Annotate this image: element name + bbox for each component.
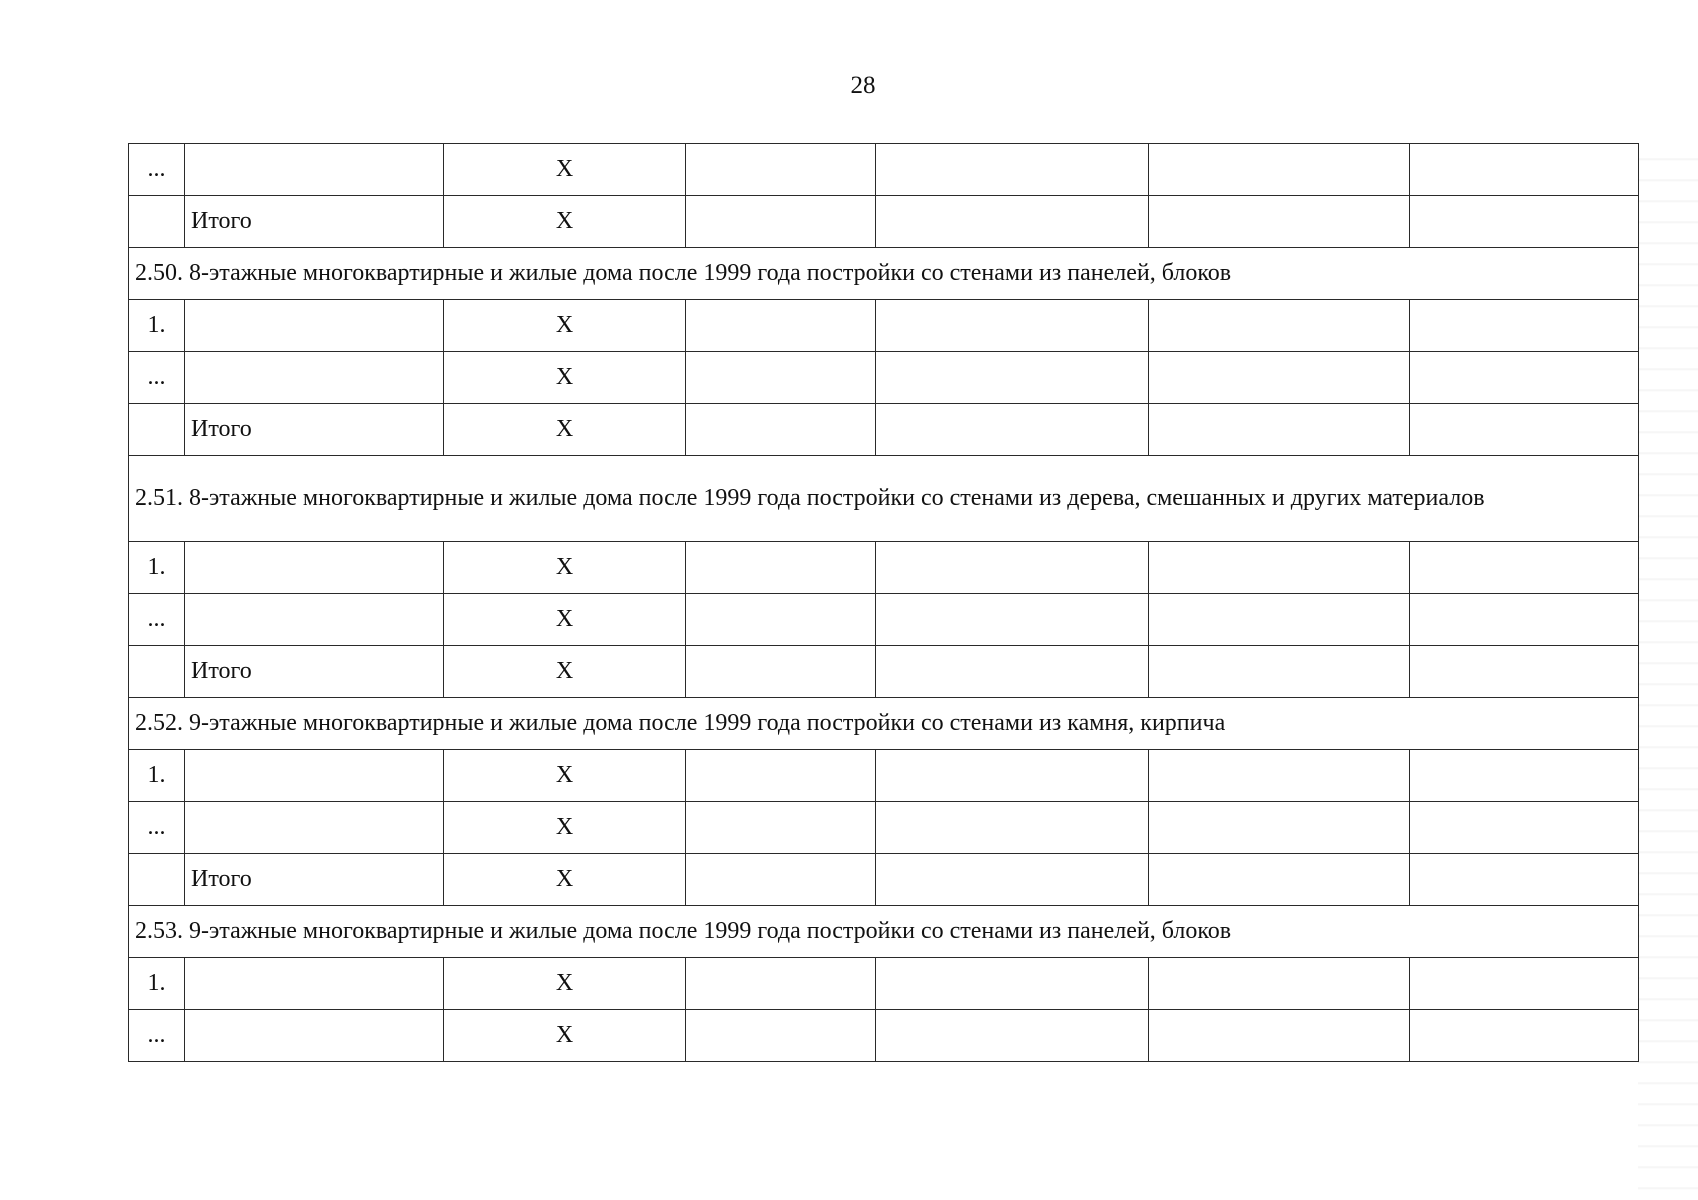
row-number-cell — [129, 404, 185, 456]
empty-cell — [1410, 300, 1639, 352]
empty-cell — [1410, 802, 1639, 854]
empty-cell — [1149, 750, 1410, 802]
empty-cell — [876, 196, 1149, 248]
mark-cell: X — [444, 352, 686, 404]
mark-cell: X — [444, 802, 686, 854]
empty-cell — [876, 958, 1149, 1010]
empty-cell — [1149, 196, 1410, 248]
page-number: 28 — [850, 72, 876, 99]
mark-cell: X — [444, 1010, 686, 1062]
empty-cell — [876, 144, 1149, 196]
empty-cell — [1410, 750, 1639, 802]
row-number-cell: 1. — [129, 958, 185, 1010]
row-name-cell: Итого — [185, 196, 444, 248]
table-row — [129, 144, 1639, 196]
empty-cell — [1149, 802, 1410, 854]
table-row — [129, 958, 1639, 1010]
row-name-cell — [185, 1010, 444, 1062]
empty-cell — [686, 542, 876, 594]
row-number-cell — [129, 646, 185, 698]
table-row — [129, 196, 1639, 248]
mark-cell: X — [444, 144, 686, 196]
table-row — [129, 594, 1639, 646]
empty-cell — [876, 750, 1149, 802]
scan-edge-artifact — [1638, 140, 1698, 1200]
empty-cell — [1149, 594, 1410, 646]
table-row — [129, 542, 1639, 594]
empty-cell — [1410, 958, 1639, 1010]
table-row — [129, 854, 1639, 906]
mark-cell: X — [444, 854, 686, 906]
empty-cell — [686, 404, 876, 456]
row-number-cell: ... — [129, 802, 185, 854]
empty-cell — [876, 542, 1149, 594]
empty-cell — [686, 1010, 876, 1062]
empty-cell — [876, 1010, 1149, 1062]
table-row — [129, 300, 1639, 352]
row-name-cell — [185, 750, 444, 802]
empty-cell — [1149, 352, 1410, 404]
empty-cell — [1149, 300, 1410, 352]
empty-cell — [876, 300, 1149, 352]
row-number-cell: ... — [129, 144, 185, 196]
empty-cell — [1149, 404, 1410, 456]
empty-cell — [876, 802, 1149, 854]
section-row — [129, 906, 1639, 958]
empty-cell — [1410, 854, 1639, 906]
empty-cell — [686, 646, 876, 698]
empty-cell — [1410, 196, 1639, 248]
empty-cell — [686, 958, 876, 1010]
section-heading: 2.50. 8-этажные многоквартирные и жилые дома после 1999 года постройки со стенами из панелей, блоков — [129, 248, 1639, 300]
section-row — [129, 456, 1639, 542]
empty-cell — [1410, 352, 1639, 404]
table-row — [129, 750, 1639, 802]
empty-cell — [876, 404, 1149, 456]
mark-cell: X — [444, 750, 686, 802]
row-number-cell — [129, 196, 185, 248]
row-name-cell — [185, 144, 444, 196]
empty-cell — [686, 854, 876, 906]
empty-cell — [1149, 958, 1410, 1010]
section-row — [129, 698, 1639, 750]
table-body — [129, 144, 1639, 1062]
section-heading: 2.53. 9-этажные многоквартирные и жилые дома после 1999 года постройки со стенами из панелей, блоков — [129, 906, 1639, 958]
mark-cell: X — [444, 300, 686, 352]
empty-cell — [876, 352, 1149, 404]
empty-cell — [1410, 594, 1639, 646]
table-row — [129, 352, 1639, 404]
empty-cell — [876, 646, 1149, 698]
row-name-cell: Итого — [185, 404, 444, 456]
row-number-cell: 1. — [129, 750, 185, 802]
register-table — [128, 143, 1639, 1062]
empty-cell — [1149, 1010, 1410, 1062]
mark-cell: X — [444, 646, 686, 698]
section-row — [129, 248, 1639, 300]
empty-cell — [686, 300, 876, 352]
mark-cell: X — [444, 958, 686, 1010]
empty-cell — [686, 352, 876, 404]
empty-cell — [686, 750, 876, 802]
row-name-cell — [185, 594, 444, 646]
row-name-cell — [185, 300, 444, 352]
row-name-cell — [185, 802, 444, 854]
row-name-cell — [185, 958, 444, 1010]
row-name-cell: Итого — [185, 854, 444, 906]
row-number-cell: ... — [129, 352, 185, 404]
row-number-cell: ... — [129, 594, 185, 646]
empty-cell — [686, 802, 876, 854]
section-heading: 2.52. 9-этажные многоквартирные и жилые дома после 1999 года постройки со стенами из камня, кирпича — [129, 698, 1639, 750]
empty-cell — [876, 854, 1149, 906]
mark-cell: X — [444, 594, 686, 646]
table-row — [129, 802, 1639, 854]
empty-cell — [1410, 1010, 1639, 1062]
empty-cell — [1149, 144, 1410, 196]
row-number-cell: 1. — [129, 542, 185, 594]
table-row — [129, 1010, 1639, 1062]
section-heading: 2.51. 8-этажные многоквартирные и жилые дома после 1999 года постройки со стенами из дерева, смешанных и других материалов — [129, 456, 1639, 542]
empty-cell — [686, 594, 876, 646]
empty-cell — [1410, 144, 1639, 196]
empty-cell — [1410, 404, 1639, 456]
empty-cell — [686, 196, 876, 248]
empty-cell — [1149, 542, 1410, 594]
empty-cell — [1410, 542, 1639, 594]
row-name-cell — [185, 542, 444, 594]
mark-cell: X — [444, 542, 686, 594]
empty-cell — [1410, 646, 1639, 698]
mark-cell: X — [444, 404, 686, 456]
row-name-cell — [185, 352, 444, 404]
row-name-cell: Итого — [185, 646, 444, 698]
table-row — [129, 646, 1639, 698]
mark-cell: X — [444, 196, 686, 248]
table-row — [129, 404, 1639, 456]
empty-cell — [1149, 646, 1410, 698]
empty-cell — [686, 144, 876, 196]
empty-cell — [876, 594, 1149, 646]
empty-cell — [1149, 854, 1410, 906]
row-number-cell: ... — [129, 1010, 185, 1062]
row-number-cell: 1. — [129, 300, 185, 352]
row-number-cell — [129, 854, 185, 906]
